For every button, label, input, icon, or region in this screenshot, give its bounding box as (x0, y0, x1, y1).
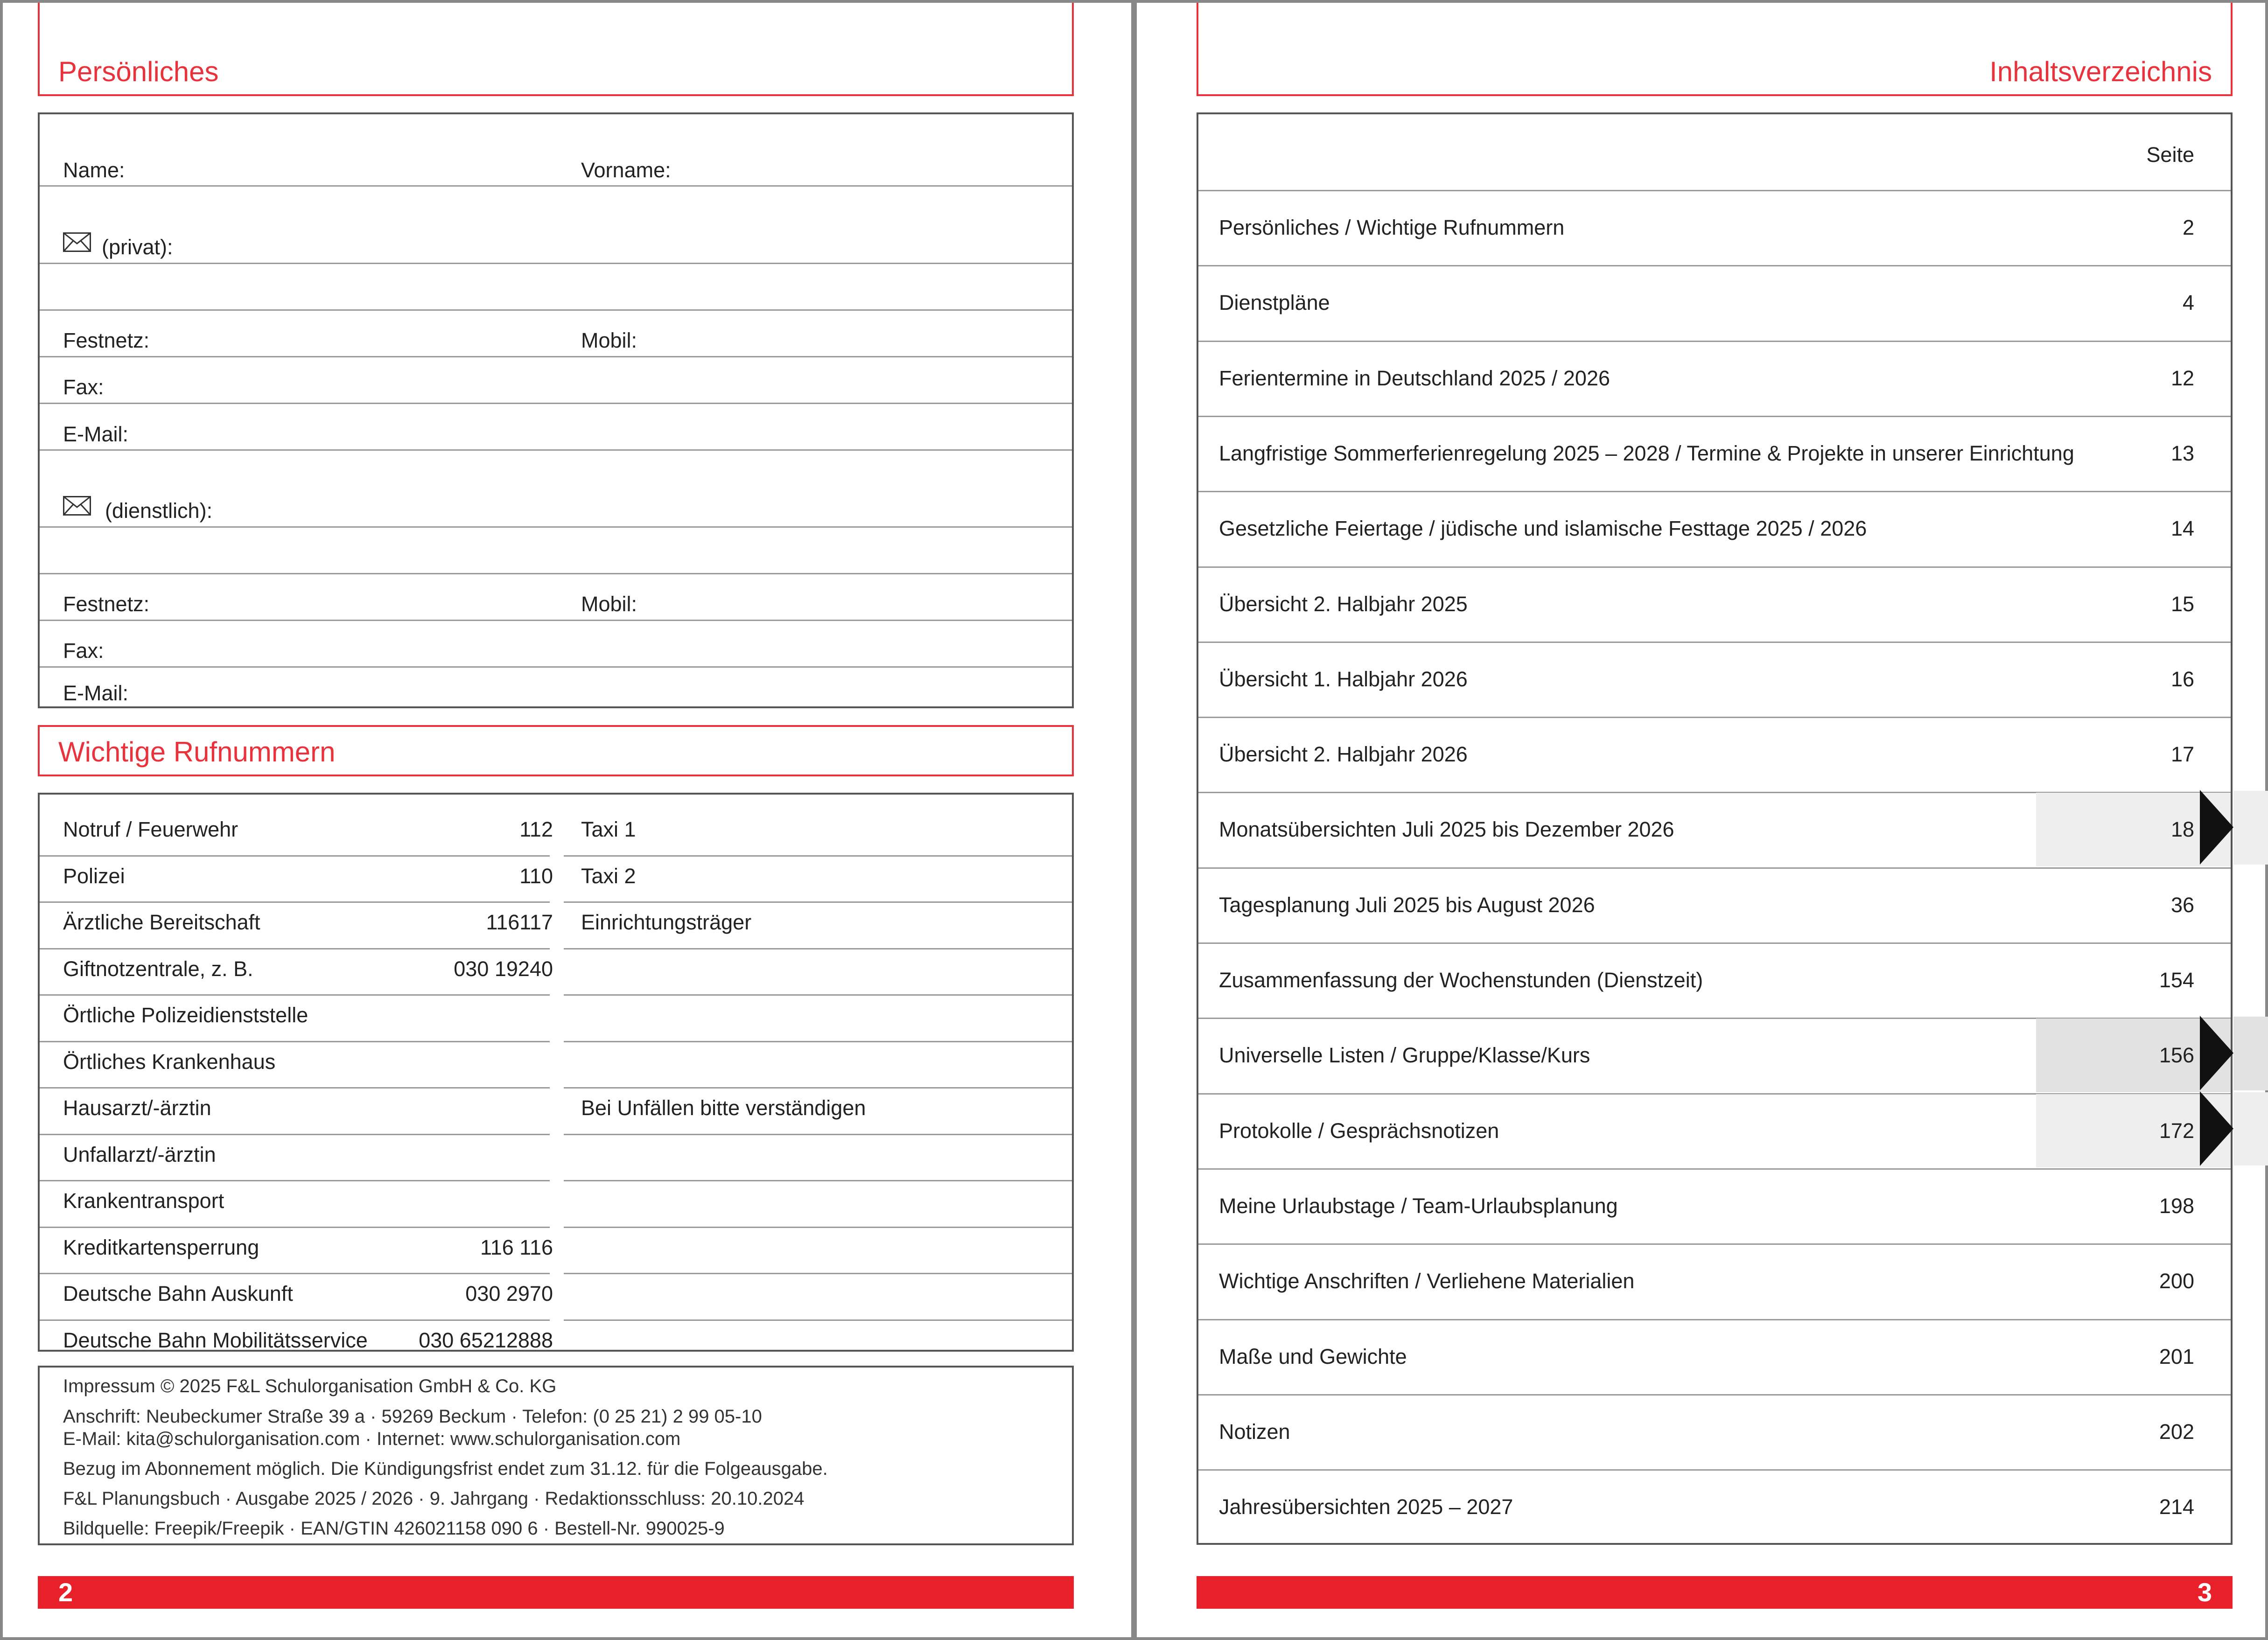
vorname-label: Vorname: (581, 158, 671, 182)
divider (564, 901, 1072, 903)
personal-title: Persönliches (58, 56, 219, 87)
divider (40, 666, 1072, 668)
phone-label: Krankentransport (63, 1189, 224, 1213)
toc-entry-label[interactable]: Jahresübersichten 2025 – 2027 (1219, 1495, 1513, 1519)
toc-entry-label[interactable]: Tagesplanung Juli 2025 bis August 2026 (1219, 893, 1595, 917)
toc-entry-page: 17 (2170, 742, 2194, 767)
divider (1198, 1469, 2231, 1471)
phone-row (40, 1322, 1072, 1369)
impressum-line: Bildquelle: Freepik/Freepik · EAN/GTIN 426021158 090 6 · Bestell-Nr. 990025-9 (63, 1518, 725, 1539)
toc-entry-page: 154 (2159, 968, 2194, 992)
toc-entry-page: 16 (2170, 667, 2194, 691)
divider (1198, 1168, 2231, 1170)
toc-entry-label[interactable]: Maße und Gewichte (1219, 1344, 1407, 1368)
phone-label: Örtliche Polizeidienststelle (63, 1003, 308, 1027)
toc-entry-label[interactable]: Wichtige Anschriften / Verliehene Materialien (1219, 1269, 1635, 1293)
phone-number: 030 65212888 (419, 1328, 553, 1352)
phone-number: 112 (519, 817, 553, 841)
phone-row (40, 811, 1072, 858)
phone-row (40, 904, 1072, 951)
phone-label: Kreditkartensperrung (63, 1235, 259, 1259)
envelope-icon (63, 496, 91, 516)
toc-entry-label[interactable]: Gesetzliche Feiertage / jüdische und islamische Festtage 2025 / 2026 (1219, 516, 1867, 541)
phone-table (38, 793, 1074, 1352)
toc-entry-label[interactable]: Übersicht 1. Halbjahr 2026 (1219, 667, 1468, 691)
toc-entry-label[interactable]: Übersicht 2. Halbjahr 2025 (1219, 592, 1468, 616)
festnetz-dienst-label: Festnetz: (63, 592, 150, 616)
impressum-line: Anschrift: Neubeckumer Straße 39 a · 59269 Beckum · Telefon: (0 25 21) 2 99 05-10 (63, 1406, 762, 1427)
toc-entry-label[interactable]: Monatsübersichten Juli 2025 bis Dezember 2026 (1219, 817, 1674, 842)
toc-entry-page: 18 (2170, 817, 2194, 842)
toc-entry-label[interactable]: Übersicht 2. Halbjahr 2026 (1219, 742, 1468, 767)
toc-entry-label[interactable]: Notizen (1219, 1419, 1290, 1444)
right-column-label: Taxi 2 (581, 864, 636, 888)
divider (40, 948, 550, 949)
divider (1198, 1319, 2231, 1320)
impressum-line: E-Mail: kita@schulorganisation.com · Internet: www.schulorganisation.com (63, 1429, 681, 1449)
right-column-label: Taxi 1 (581, 817, 636, 841)
name-label: Name: (63, 158, 125, 182)
divider (564, 948, 1072, 949)
envelope-icon (63, 232, 91, 252)
register-tab-arrow-icon (2200, 790, 2233, 865)
divider (1198, 1243, 2231, 1245)
toc-entry-page: 12 (2170, 366, 2194, 390)
phone-row (40, 1090, 1072, 1137)
footer-bar (1197, 1576, 2233, 1609)
divider (40, 526, 1072, 528)
toc-entry-label[interactable]: Persönliches / Wichtige Rufnummern (1219, 216, 1565, 239)
register-tab-arrow-icon (2200, 1091, 2233, 1166)
divider (40, 1087, 550, 1089)
divider (40, 1227, 550, 1228)
divider (1198, 265, 2231, 266)
phone-label: Hausarzt/-ärztin (63, 1096, 211, 1120)
phone-number: 030 2970 (465, 1282, 553, 1305)
mobil-dienst-label: Mobil: (581, 592, 637, 616)
phone-number: 116117 (486, 910, 553, 934)
toc-box (1197, 112, 2233, 1545)
toc-entry-page: 202 (2159, 1419, 2194, 1444)
phone-number: 116 116 (480, 1235, 553, 1259)
divider (40, 1041, 550, 1042)
register-tab-arrow-icon (2200, 1016, 2233, 1090)
toc-entry-page: 4 (2182, 291, 2194, 315)
divider (40, 901, 550, 903)
toc-entry-page: 14 (2170, 516, 2194, 541)
phone-label: Deutsche Bahn Mobilitätsservice (63, 1328, 368, 1352)
phone-label: Ärztliche Bereitschaft (63, 910, 260, 934)
fax-privat-label: Fax: (63, 375, 104, 399)
toc-title: Inhaltsverzeichnis (1989, 56, 2212, 87)
seite-label: Seite (2146, 143, 2194, 167)
divider (1198, 416, 2231, 417)
personal-header-box (38, 3, 1074, 96)
email-privat-label: E-Mail: (63, 422, 129, 446)
divider (564, 855, 1072, 857)
phone-label: Unfallarzt/-ärztin (63, 1142, 216, 1166)
divider (564, 1227, 1072, 1228)
right-page (1134, 0, 2268, 1640)
divider (40, 1134, 550, 1135)
divider (1198, 1394, 2231, 1396)
right-column-label: Bei Unfällen bitte verständigen (581, 1096, 866, 1120)
phone-number: 110 (519, 864, 553, 888)
divider (564, 1273, 1072, 1274)
toc-entry-label[interactable]: Dienstpläne (1219, 291, 1330, 315)
toc-entry-label[interactable]: Universelle Listen / Gruppe/Klasse/Kurs (1219, 1043, 1590, 1068)
divider (40, 1319, 550, 1321)
divider (564, 994, 1072, 996)
divider (40, 620, 1072, 621)
phone-row (40, 1229, 1072, 1276)
divider (564, 1319, 1072, 1321)
footer-bar (38, 1576, 1074, 1609)
email-dienst-label: E-Mail: (63, 681, 129, 705)
divider (40, 449, 1072, 451)
divider (40, 573, 1072, 574)
divider (1198, 867, 2231, 869)
toc-entry-page: 15 (2170, 592, 2194, 616)
divider (40, 356, 1072, 357)
toc-entry-label[interactable]: Langfristige Sommerferienregelung 2025 – 2028 / Termine & Projekte in unserer Einrichtung (1219, 441, 2074, 465)
phone-row (40, 858, 1072, 905)
divider (1198, 190, 2231, 191)
personal-info-box (38, 112, 1074, 708)
toc-entry-label[interactable]: Zusammenfassung der Wochenstunden (Dienstzeit) (1219, 968, 1703, 992)
impressum-line: Impressum © 2025 F&L Schulorganisation GmbH & Co. KG (63, 1376, 557, 1396)
phone-number: 030 19240 (454, 956, 553, 981)
toc-entry-label[interactable]: Protokolle / Gesprächsnotizen (1219, 1118, 1499, 1143)
divider (564, 1134, 1072, 1135)
divider (40, 403, 1072, 404)
divider (1198, 566, 2231, 568)
divider (1198, 642, 2231, 643)
phone-label: Notruf / Feuerwehr (63, 817, 238, 841)
phone-row (40, 1183, 1072, 1229)
toc-entry-page: 2 (2182, 216, 2194, 239)
phone-label: Deutsche Bahn Auskunft (63, 1282, 293, 1305)
page-number: 3 (2197, 1577, 2212, 1607)
toc-entry-page: 36 (2170, 893, 2194, 917)
divider (1198, 341, 2231, 342)
mobil-privat-label: Mobil: (581, 328, 637, 352)
divider (40, 263, 1072, 264)
rufnummern-header-box (38, 725, 1074, 776)
toc-entry-page: 156 (2159, 1043, 2194, 1068)
divider (40, 185, 1072, 187)
phone-label: Polizei (63, 864, 125, 888)
toc-entry-page: 172 (2159, 1118, 2194, 1143)
festnetz-privat-label: Festnetz: (63, 328, 150, 352)
rufnummern-title: Wichtige Rufnummern (58, 736, 336, 768)
register-tab-edge (2233, 1092, 2268, 1165)
divider (564, 1041, 1072, 1042)
divider (564, 1087, 1072, 1089)
impressum-line: F&L Planungsbuch · Ausgabe 2025 / 2026 · 9. Jahrgang · Redaktionsschluss: 20.10.2024 (63, 1488, 805, 1509)
phone-row (40, 997, 1072, 1044)
phone-label: Örtliches Krankenhaus (63, 1049, 276, 1074)
divider (1198, 491, 2231, 492)
divider (1198, 942, 2231, 944)
toc-entry-page: 200 (2159, 1269, 2194, 1293)
fax-dienst-label: Fax: (63, 639, 104, 663)
divider (40, 309, 1072, 311)
toc-entry-label[interactable]: Meine Urlaubstage / Team-Urlaubsplanung (1219, 1193, 1618, 1218)
divider (40, 855, 550, 857)
divider (1198, 717, 2231, 718)
impressum-box (38, 1366, 1074, 1545)
phone-row (40, 951, 1072, 998)
toc-entry-page: 13 (2170, 441, 2194, 465)
phone-row (40, 1137, 1072, 1183)
phone-row (40, 1276, 1072, 1322)
page-number: 2 (58, 1577, 73, 1607)
register-tab-edge (2233, 791, 2268, 864)
register-tab-edge (2233, 1017, 2268, 1090)
toc-entry-page: 214 (2159, 1495, 2194, 1519)
divider (564, 1180, 1072, 1181)
dienstlich-label: (dienstlich): (105, 499, 213, 523)
toc-header-box (1197, 3, 2233, 96)
phone-row (40, 1044, 1072, 1090)
toc-entry-page: 198 (2159, 1193, 2194, 1218)
toc-entry-page: 201 (2159, 1344, 2194, 1368)
divider (40, 1180, 550, 1181)
impressum-line: Bezug im Abonnement möglich. Die Kündigungsfrist endet zum 31.12. für die Folgeausgabe. (63, 1459, 828, 1479)
toc-entry-label[interactable]: Ferientermine in Deutschland 2025 / 2026 (1219, 366, 1610, 390)
right-column-label: Einrichtungsträger (581, 910, 752, 934)
divider (40, 994, 550, 996)
privat-label: (privat): (102, 235, 173, 259)
phone-label: Giftnotzentrale, z. B. (63, 956, 253, 981)
divider (40, 1273, 550, 1274)
